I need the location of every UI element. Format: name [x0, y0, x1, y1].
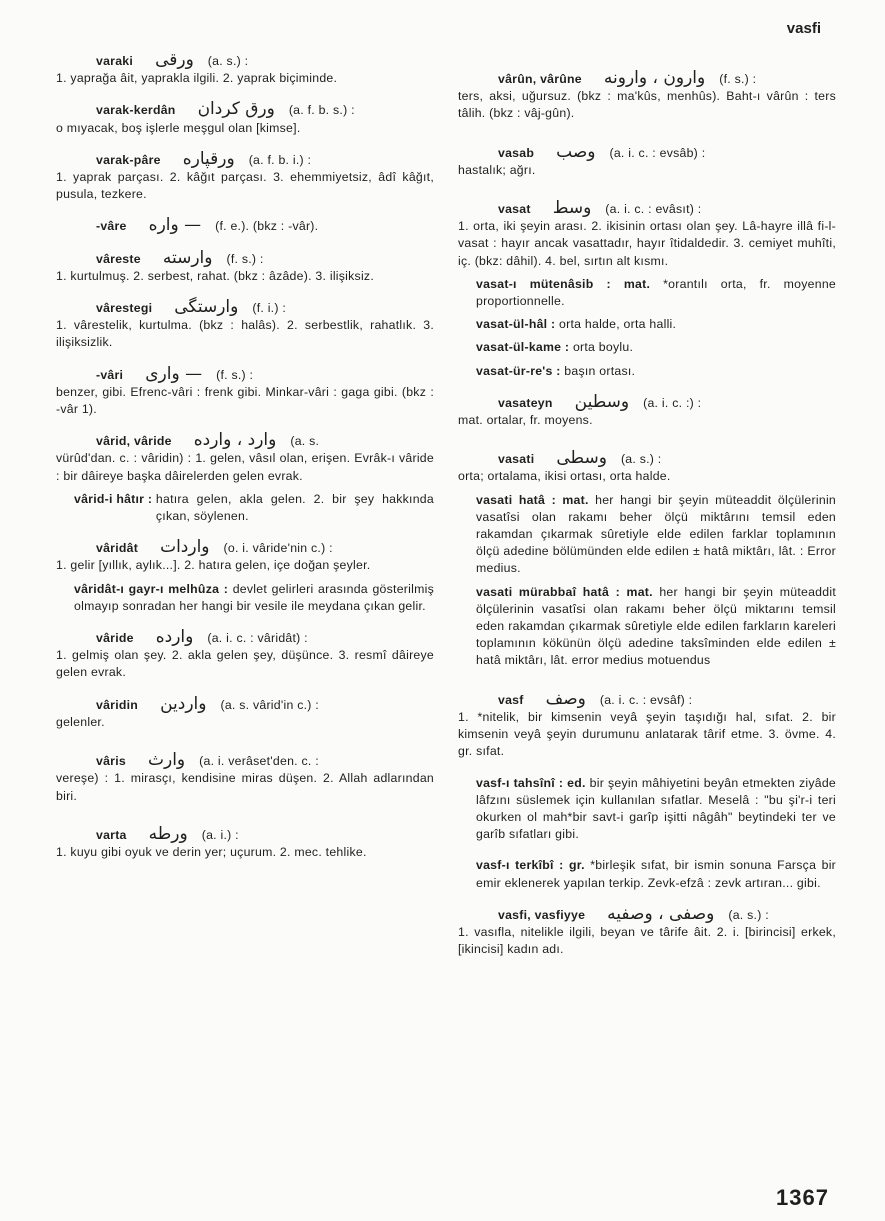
entry [458, 857, 836, 891]
definition: 1. gelmiş olan şey. 2. akla gelen şey, düşünce. 3. resmî dâireye gelen evrak. [56, 648, 434, 680]
arabic-script: ورطه [148, 823, 188, 844]
definition-inline: orta boylu. [572, 340, 634, 355]
headword: vâris [96, 754, 126, 769]
headword: vasati [498, 452, 535, 467]
entry [56, 823, 434, 861]
grammar-note: (a. i. c. : vâridât) : [207, 631, 308, 646]
definition: 1. *nitelik, bir kimsenin veyâ şeyin taşıdığı hal, sıfat. 2. bir kimsenin veyâ şeyin durumunu anlatarak târif etme. 3. övme. 4. gr. sıfat. [458, 709, 836, 759]
headword: -vâre [96, 219, 127, 234]
headword: vasat-ı mütenâsib : mat. [476, 276, 651, 291]
grammar-note: (a. i. c. : evâsıt) : [605, 202, 702, 217]
entry [458, 316, 836, 333]
headword: -vâri [96, 367, 124, 382]
definition: orta; ortalama, ikisi ortası, orta halde. [458, 469, 671, 484]
entry [56, 491, 434, 525]
headword: vasat-ür-re's : [476, 363, 561, 378]
headword: vasf [498, 692, 524, 707]
entry [56, 539, 434, 574]
definition: benzer, gibi. Efrenc-vâri : frenk gibi. Minkar-vâri : gaga gibi. (bkz : -vâr 1). [56, 384, 434, 417]
definition-inline: orta halde, orta halli. [559, 317, 677, 332]
headword: vâridât [96, 541, 139, 556]
grammar-note: (o. i. vâride'nin c.) : [223, 541, 333, 556]
headword: vârid-i hâtır : [74, 491, 153, 506]
arabic-script: ورقپاره [182, 148, 235, 169]
grammar-note: (a. i. verâset'den. c. : [199, 754, 319, 769]
headword: vâridin [96, 697, 139, 712]
grammar-note: (a. i. c. : evsâf) : [599, 692, 693, 707]
arabic-script: — وارى [145, 363, 203, 384]
definition: 1. vasıfla, nitelikle ilgili, beyan ve târife âit. 2. i. [birincisi] erkek, [ikincisi] kadın adı. [458, 924, 836, 957]
grammar-note: (a. s. [290, 434, 320, 449]
arabic-script: واردات [160, 537, 210, 558]
arabic-script: واردين [160, 693, 207, 714]
arabic-script: — واره [148, 215, 202, 236]
grammar-note: (a. s.) : [207, 54, 249, 68]
entry [458, 903, 836, 959]
definition-inline: *birleşik sıfat, bir ismin sonuna Farsça bir emir eklenerek yapılan terkip. Zevk-efzâ : zevk artıran... gibi. [476, 858, 837, 890]
page-number: 1367 [776, 1185, 829, 1210]
definition: 1. kuyu gibi oyuk ve derin yer; uçurum. 2. mec. tehlike. [56, 844, 367, 859]
headword: vasf-ı terkîbî : gr. [476, 858, 585, 873]
grammar-note: (f. s.) : [719, 72, 757, 86]
definition-inline: devlet gelirleri arasında gösterilmiş olmayıp sonradan her hangi bir vesile ile meydana çıkan gelir. [74, 581, 434, 613]
definition: o mıyacak, boş işlerle meşgul olan [kimse]. [56, 120, 301, 135]
arabic-script: ورق كردان [197, 99, 275, 120]
headword: varta [96, 827, 127, 842]
entry [458, 492, 836, 578]
headword: vasf-ı tahsînî : ed. [476, 775, 586, 790]
definition: 1. gelir [yıllık, aylık...]. 2. hatıra gelen, içe doğan şeyler. [56, 558, 371, 573]
grammar-note: (a. s.) : [620, 452, 662, 467]
headword: vârûn, vârûne [498, 72, 582, 86]
headword: varak-pâre [96, 152, 161, 167]
headword: vasateyn [498, 395, 553, 410]
arabic-script: ورقى [155, 50, 194, 70]
entry [458, 70, 836, 123]
entry [56, 299, 434, 352]
headword: vasat-ül-hâl : [476, 317, 556, 332]
arabic-script: وصف [545, 688, 586, 709]
grammar-note: (a. i.) : [201, 827, 239, 842]
headword: vâridât-ı gayr-ı melhûza : [74, 581, 229, 596]
definition: 1. kurtulmuş. 2. serbest, rahat. (bkz : âzâde). 3. ilişiksiz. [56, 268, 375, 283]
arabic-script: وارث [147, 750, 186, 771]
entry [458, 363, 836, 380]
headword: vasat [498, 202, 531, 217]
grammar-note: (a. s. vârid'in c.) : [220, 697, 319, 712]
entry [56, 432, 434, 485]
entry [458, 688, 836, 761]
grammar-note: (f. i.) : [252, 301, 287, 316]
headword: vârestegi [96, 301, 153, 316]
entry [56, 363, 434, 419]
headword: varak-kerdân [96, 103, 176, 118]
left-column [56, 52, 434, 875]
entry [56, 217, 434, 235]
entry [458, 391, 836, 429]
headword: vasati mürabbaî hatâ : mat. [476, 584, 653, 599]
definition-inline: bir şeyin mâhiyetini beyân etmekten ziyâde lâfzını süslemek için kullanılan sıfatlar. Meselâ : "bu şi'r-i teri okurken ol mah*bir savt-i garîp işitti nâgâh" beytindeki ter ve garîb sıfatları gibi. [476, 775, 836, 842]
entry [458, 775, 836, 844]
arabic-script: وارون ، وارونه [603, 68, 706, 88]
grammar-note: (a. f. b. i.) : [248, 152, 312, 167]
definition: 1. vârestelik, kurtulma. (bkz : halâs). 2. serbestlik, rahatlık. 3. ilişiksizlik. [56, 318, 434, 350]
definition: 1. orta, iki şeyin arası. 2. ikisinin ortası olan şey. Lâ-hayre illâ fi-l-vasat : hayır ancak vasattadır, hayır îtidaldedir. 3. cemiyet muhîti, iç. (bkz: dâhil). 4. bel, sırtın alt kısmı. [458, 219, 836, 268]
definition-inline: başın ortası. [564, 363, 636, 378]
definition: mat. ortalar, fr. moyens. [458, 413, 593, 428]
definition: vürûd'dan. c. : vâridin) : 1. gelen, vâsıl olan, erişen. Evrâk-ı vâride : bir dâireye başka dâirelerden gelen evrak. [56, 451, 434, 483]
definition: vereşe) : 1. mirasçı, kendisine miras düşen. 2. Allah adlarından biri. [56, 771, 434, 803]
entry [56, 629, 434, 682]
entry [458, 584, 836, 670]
arabic-script: وارسته [162, 247, 213, 268]
grammar-note: (a. s.) : [728, 907, 769, 922]
entry [458, 276, 836, 310]
arabic-script: وسط [552, 198, 592, 219]
definition: 1. yaprak parçası. 2. kâğıt parçası. 3. ehemmiyetsiz, âdî kâğıt, pusula, tezkere. [56, 170, 434, 202]
definition: ters, aksi, uğursuz. (bkz : ma'kûs, menhûs). Baht-ı vârûn : ters tâlih. (bkz : vâj-gûn). [458, 89, 836, 121]
arabic-script: وارستگى [174, 297, 239, 318]
definition-inline: hatıra gelen, akla gelen. 2. bir şey hakkında çıkan, söylenen. [155, 491, 434, 524]
grammar-note: (f. e.). (bkz : -vâr). [215, 219, 319, 234]
entry [56, 693, 434, 731]
arabic-script: وارده [155, 627, 194, 648]
entry [458, 200, 836, 270]
entry [458, 141, 836, 179]
grammar-note: (a. i. c. :) : [643, 395, 702, 410]
arabic-script: وسطين [574, 391, 630, 412]
headword: vasfi, vasfiyye [498, 907, 586, 922]
headword: vasat-ül-kame : [476, 340, 570, 355]
grammar-note: (a. f. b. s.) : [288, 103, 355, 118]
grammar-note: (f. s.) : [226, 251, 264, 266]
arabic-script: وارد ، وارده [193, 430, 277, 451]
grammar-note: (f. s.) : [216, 367, 254, 382]
arabic-script: وصب [556, 141, 596, 162]
right-column [458, 70, 836, 972]
headword: vâride [96, 631, 134, 646]
definition-inline: *orantılı orta, fr. moyenne proportionnelle. [476, 276, 836, 309]
entry [56, 581, 434, 615]
headword: vâreste [96, 251, 141, 266]
arabic-script: وصفى ، وصفيه [607, 903, 715, 924]
headword: vârid, vâride [96, 434, 172, 449]
definition: gelenler. [56, 714, 105, 729]
definition-inline: her hangi bir şeyin müteaddit ölçülerinin vasatîsi olan rakamı beher ölçü miktârını temsil eden rakamdan çıkarmak sûretiyle elde edilen farklar toplamının ölçü adedine bölümünden elde edilen ± hatâ miktârı, lât. : Error medius. [476, 492, 837, 576]
entry [56, 752, 434, 805]
definition-inline: her hangi bir şeyin müteaddit ölçülerinin vasatîsi olan rakamı beher ölçü miktarını temsil eden rakamdan çıkarmak sûretiyle elde edilen farkların kareleri toplamının kökünün ölçü adedine taksîminden elde edilen ± hatâ miktârı, lât. error medius motuendus [476, 584, 836, 668]
definition: 1. yaprağa âit, yaprakla ilgili. 2. yaprak biçiminde. [56, 71, 338, 86]
entry [458, 450, 836, 485]
headword: vasati hatâ : mat. [476, 492, 589, 507]
headword: varaki [96, 54, 134, 68]
entry [56, 101, 434, 136]
entry [56, 52, 434, 87]
arabic-script: وسطى [556, 448, 607, 469]
definition: hastalık; ağrı. [458, 162, 536, 177]
entry [56, 148, 434, 204]
entry [458, 339, 836, 356]
headword: vasab [498, 145, 535, 160]
running-head: vasfi [786, 20, 821, 37]
entry [56, 247, 434, 285]
grammar-note: (a. i. c. : evsâb) : [609, 145, 706, 160]
